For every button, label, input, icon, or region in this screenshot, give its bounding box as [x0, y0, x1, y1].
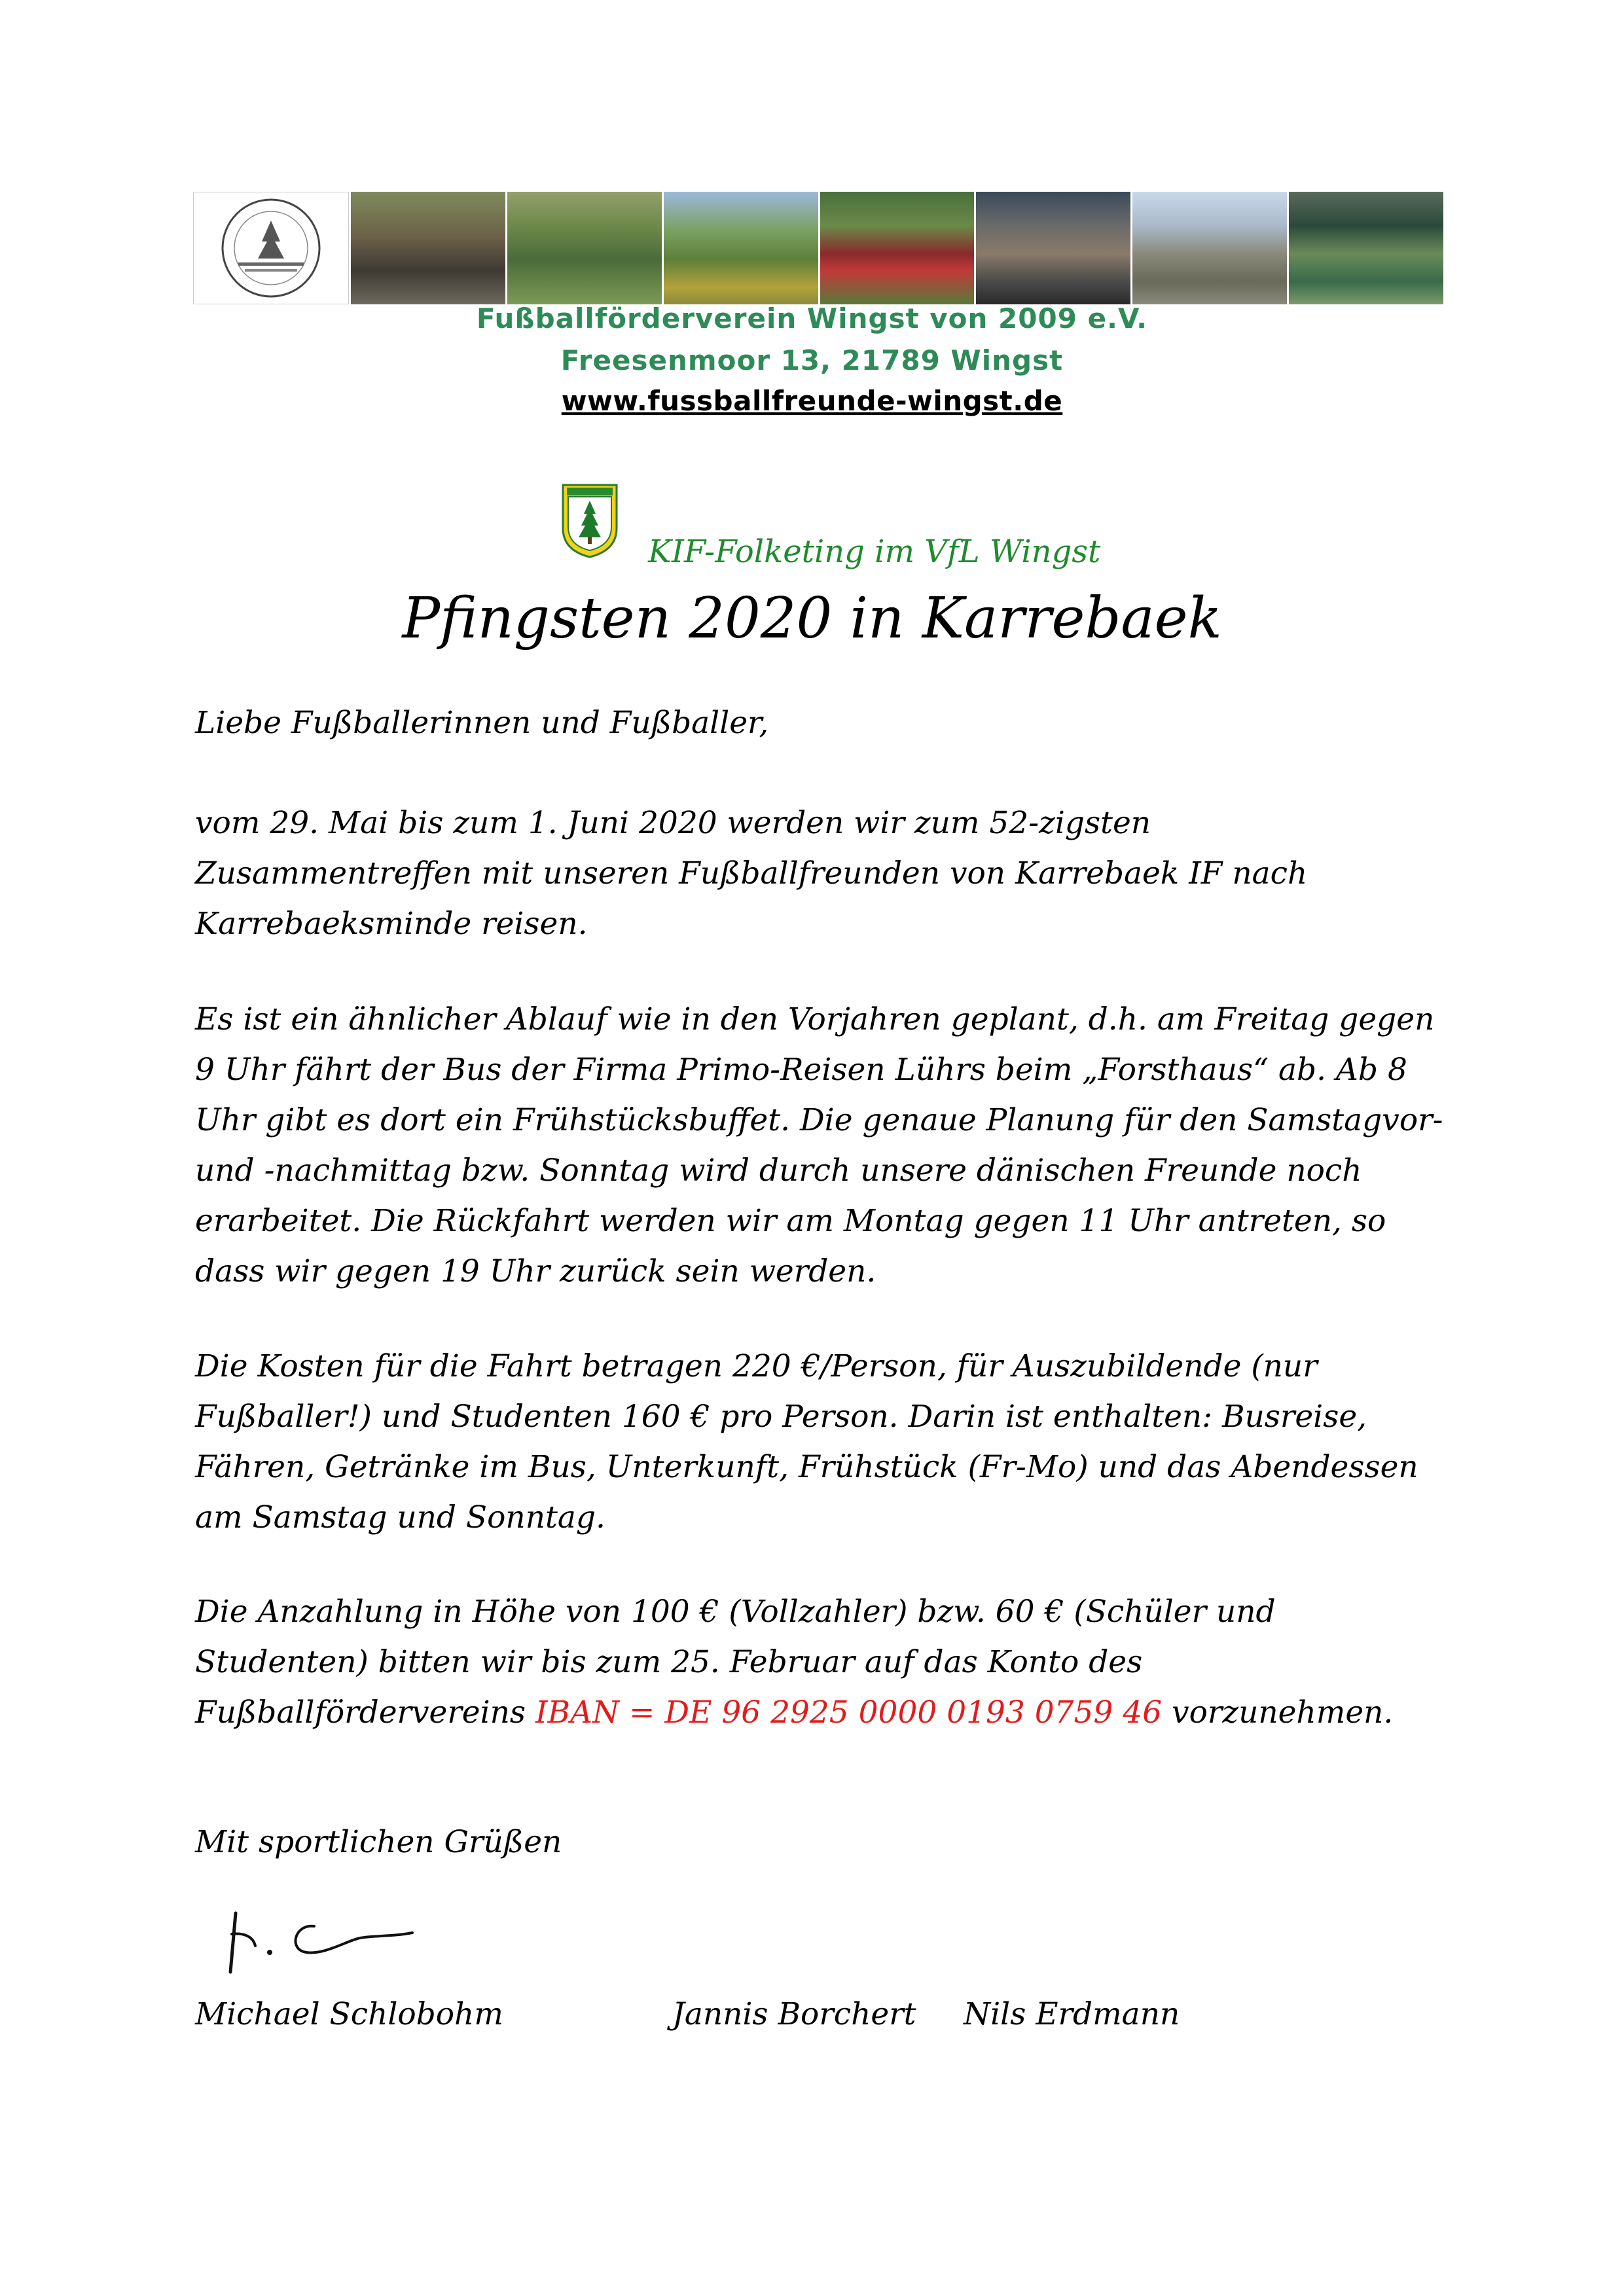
header-photo-banner [193, 192, 1443, 304]
club-name: Fußballförderverein Wingst von 2009 e.V. [476, 302, 1148, 334]
event-subtitle: KIF-Folketing im VfL Wingst [648, 533, 1101, 570]
banner-photo-harbour [1132, 192, 1287, 304]
paragraph-3-line-2: Fußballer!) und Studenten 160 € pro Person. Darin ist enthalten: Busreise, [195, 1399, 1367, 1435]
club-address: Freesenmoor 13, 21789 Wingst [560, 344, 1064, 376]
banner-photo-game [820, 192, 975, 304]
paragraph-4-line-2: Studenten) bitten wir bis zum 25. Februar auf das Konto des [195, 1644, 1143, 1680]
banner-photo-group [976, 192, 1130, 304]
paragraph-2-line-5: erarbeitet. Die Rückfahrt werden wir am Montag gegen 11 Uhr antreten, so [195, 1203, 1386, 1239]
paragraph-2-line-4: und -nachmittag bzw. Sonntag wird durch unsere dänischen Freunde noch [195, 1153, 1362, 1189]
paragraph-4-line-3 [195, 1693, 1393, 1732]
paragraph-4-suffix: vorzunehmen. [1162, 1695, 1394, 1731]
paragraph-1-line-2: Zusammentreffen mit unseren Fußballfreunden von Karrebaek IF nach [195, 855, 1308, 891]
paragraph-1-line-1: vom 29. Mai bis zum 1. Juni 2020 werden wir zum 52-zigsten [195, 805, 1151, 841]
handwritten-signature [196, 1895, 445, 1980]
signer-3: Nils Erdmann [964, 1996, 1180, 2032]
paragraph-4-line-1: Die Anzahlung in Höhe von 100 € (Vollzahler) bzw. 60 € (Schüler und [195, 1594, 1276, 1630]
vfl-wingst-crest-icon [560, 482, 619, 560]
signer-2: Jannis Borchert [672, 1996, 916, 2032]
banner-photo-match [507, 192, 662, 304]
signer-1: Michael Schlobohm [195, 1996, 503, 2032]
club-seal-graphic [219, 196, 323, 300]
iban-number: IBAN = DE 96 2925 0000 0193 0759 46 [535, 1695, 1163, 1731]
paragraph-2-line-3: Uhr gibt es dort ein Frühstücksbuffet. Die genaue Planung für den Samstagvor- [195, 1102, 1443, 1138]
paragraph-4-prefix: Fußballfördervereins [195, 1695, 535, 1731]
club-seal-icon [193, 192, 349, 304]
paragraph-2-line-2: 9 Uhr fährt der Bus der Firma Primo-Reisen Lührs beim „Forsthaus“ ab. Ab 8 [195, 1052, 1407, 1088]
page-title: Pfingsten 2020 in Karrebaek [402, 586, 1222, 651]
banner-photo-team [351, 192, 505, 304]
banner-photo-action [1289, 192, 1443, 304]
paragraph-2-line-6: dass wir gegen 19 Uhr zurück sein werden. [195, 1253, 876, 1289]
paragraph-3-line-4: am Samstag und Sonntag. [195, 1499, 605, 1535]
letter-closing: Mit sportlichen Grüßen [195, 1824, 562, 1860]
club-website-link[interactable]: www.fussballfreunde-wingst.de [561, 385, 1063, 417]
paragraph-1-line-3: Karrebaeksminde reisen. [195, 906, 588, 942]
paragraph-3-line-1: Die Kosten für die Fahrt betragen 220 €/Person, für Auszubildende (nur [195, 1348, 1318, 1384]
letter-greeting: Liebe Fußballerinnen und Fußballer, [195, 705, 769, 741]
banner-photo-landscape [664, 192, 818, 304]
paragraph-3-line-3: Fähren, Getränke im Bus, Unterkunft, Frühstück (Fr-Mo) und das Abendessen [195, 1449, 1418, 1485]
paragraph-2-line-1: Es ist ein ähnlicher Ablauf wie in den Vorjahren geplant, d.h. am Freitag gegen [195, 1001, 1435, 1037]
